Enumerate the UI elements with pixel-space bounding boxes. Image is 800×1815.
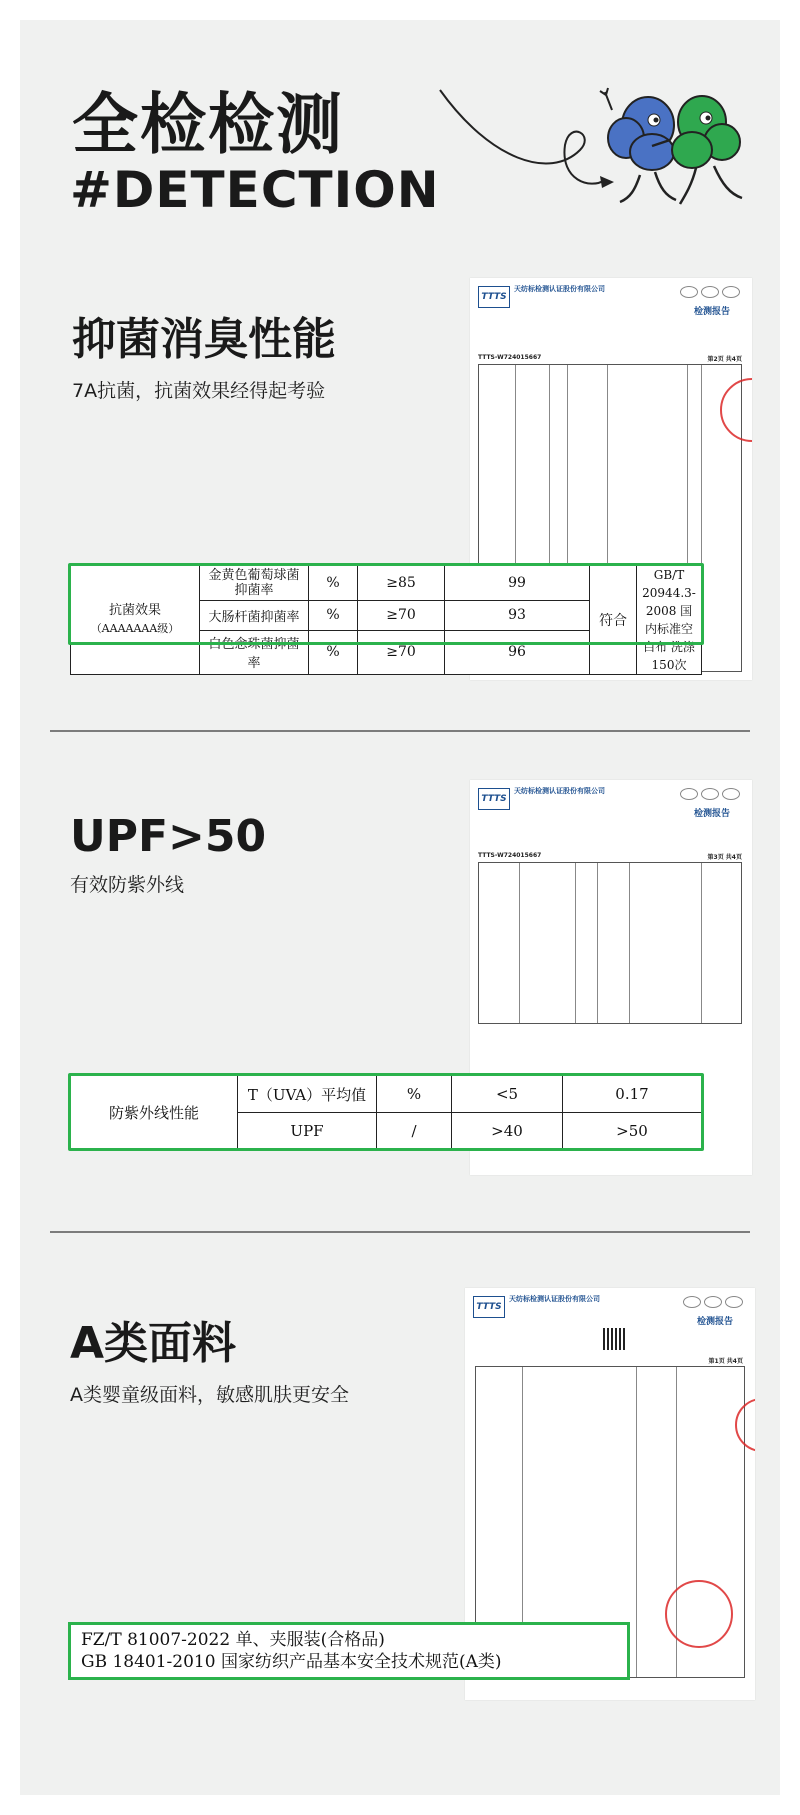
report-page: 第3页 共4页 bbox=[707, 854, 742, 861]
report-title: 检测报告 bbox=[693, 307, 730, 317]
report-org: 天纺标检测认证股份有限公司 bbox=[514, 787, 605, 795]
table-row-unit: % bbox=[309, 601, 358, 631]
table-row-name: UPF bbox=[238, 1113, 377, 1150]
table-row-name: 金黄色葡萄球菌抑菌率 bbox=[200, 566, 309, 601]
tts-logo: TTTS bbox=[478, 788, 510, 810]
section-2-subtitle: 有效防紫外线 bbox=[70, 874, 185, 896]
report-number: TTTS-W724015667 bbox=[478, 354, 542, 361]
table-row-result: >50 bbox=[563, 1113, 702, 1150]
antibacterial-level: （AAAAAAA级） bbox=[90, 622, 180, 635]
table-row-requirement: <5 bbox=[452, 1076, 563, 1113]
mascot-illustration bbox=[430, 80, 760, 210]
section-1-subtitle: 7A抗菌，抗菌效果经得起考验 bbox=[72, 380, 326, 402]
table-row-requirement: ≥70 bbox=[358, 601, 445, 631]
accreditation-icons bbox=[680, 788, 740, 800]
report-page: 第2页 共4页 bbox=[707, 356, 742, 363]
tts-logo: TTTS bbox=[478, 286, 510, 308]
report-title: 检测报告 bbox=[693, 809, 730, 819]
table-row-unit: % bbox=[377, 1076, 452, 1113]
report-title: 检测报告 bbox=[696, 1317, 733, 1327]
accreditation-icons bbox=[683, 1296, 743, 1308]
report-grid bbox=[478, 862, 742, 1024]
table-row-result: 96 bbox=[445, 630, 590, 674]
divider bbox=[50, 730, 750, 732]
antibacterial-item: 抗菌效果 bbox=[108, 603, 161, 618]
section-1-title: 抑菌消臭性能 bbox=[72, 314, 336, 365]
table-row-requirement: >40 bbox=[452, 1113, 563, 1150]
table-row-requirement: ≥70 bbox=[358, 630, 445, 674]
table-row-result: 0.17 bbox=[563, 1076, 702, 1113]
standards-box bbox=[68, 1622, 630, 1680]
red-stamp bbox=[665, 1580, 733, 1648]
qr-code bbox=[603, 1328, 625, 1350]
uv-highlight bbox=[68, 1073, 704, 1151]
uv-item: 防紫外线性能 bbox=[71, 1076, 238, 1150]
section-3-subtitle: A类婴童级面料，敏感肌肤更安全 bbox=[70, 1384, 349, 1406]
table-row-unit: / bbox=[377, 1113, 452, 1150]
table-row-result: 93 bbox=[445, 601, 590, 631]
table-row-name: T（UVA）平均值 bbox=[238, 1076, 377, 1113]
standard-line: FZ/T 81007-2022 单、夹服装(合格品) bbox=[81, 1630, 385, 1650]
tts-logo: TTTS bbox=[473, 1296, 505, 1318]
table-row-name: 白色念珠菌抑菌率 bbox=[200, 630, 309, 674]
section-2-title: UPF>50 bbox=[70, 811, 267, 862]
report-org: 天纺标检测认证股份有限公司 bbox=[514, 285, 605, 293]
section-3-title: A类面料 bbox=[70, 1318, 237, 1369]
report-org: 天纺标检测认证股份有限公司 bbox=[509, 1295, 600, 1303]
divider bbox=[50, 1231, 750, 1233]
accreditation-icons bbox=[680, 286, 740, 298]
table-row-name: 大肠杆菌抑菌率 bbox=[200, 601, 309, 631]
standard-cell: GB/T 20944.3-2008 国内标准空白布 洗涤150次 bbox=[637, 566, 702, 675]
page-title-en: #DETECTION bbox=[70, 161, 440, 219]
table-row-unit: % bbox=[309, 566, 358, 601]
standard-line: GB 18401-2010 国家纺织产品基本安全技术规范(A类) bbox=[81, 1652, 502, 1672]
table-row-requirement: ≥85 bbox=[358, 566, 445, 601]
report-number: TTTS-W724015667 bbox=[478, 852, 542, 859]
antibacterial-highlight bbox=[68, 563, 704, 645]
blue-mascot bbox=[600, 88, 676, 202]
report-page: 第1页 共4页 bbox=[708, 1358, 743, 1365]
table-row-unit: % bbox=[309, 630, 358, 674]
page-title: 全检检测 bbox=[72, 86, 344, 163]
verdict-cell: 符合 bbox=[590, 566, 637, 675]
table-row-result: 99 bbox=[445, 566, 590, 601]
